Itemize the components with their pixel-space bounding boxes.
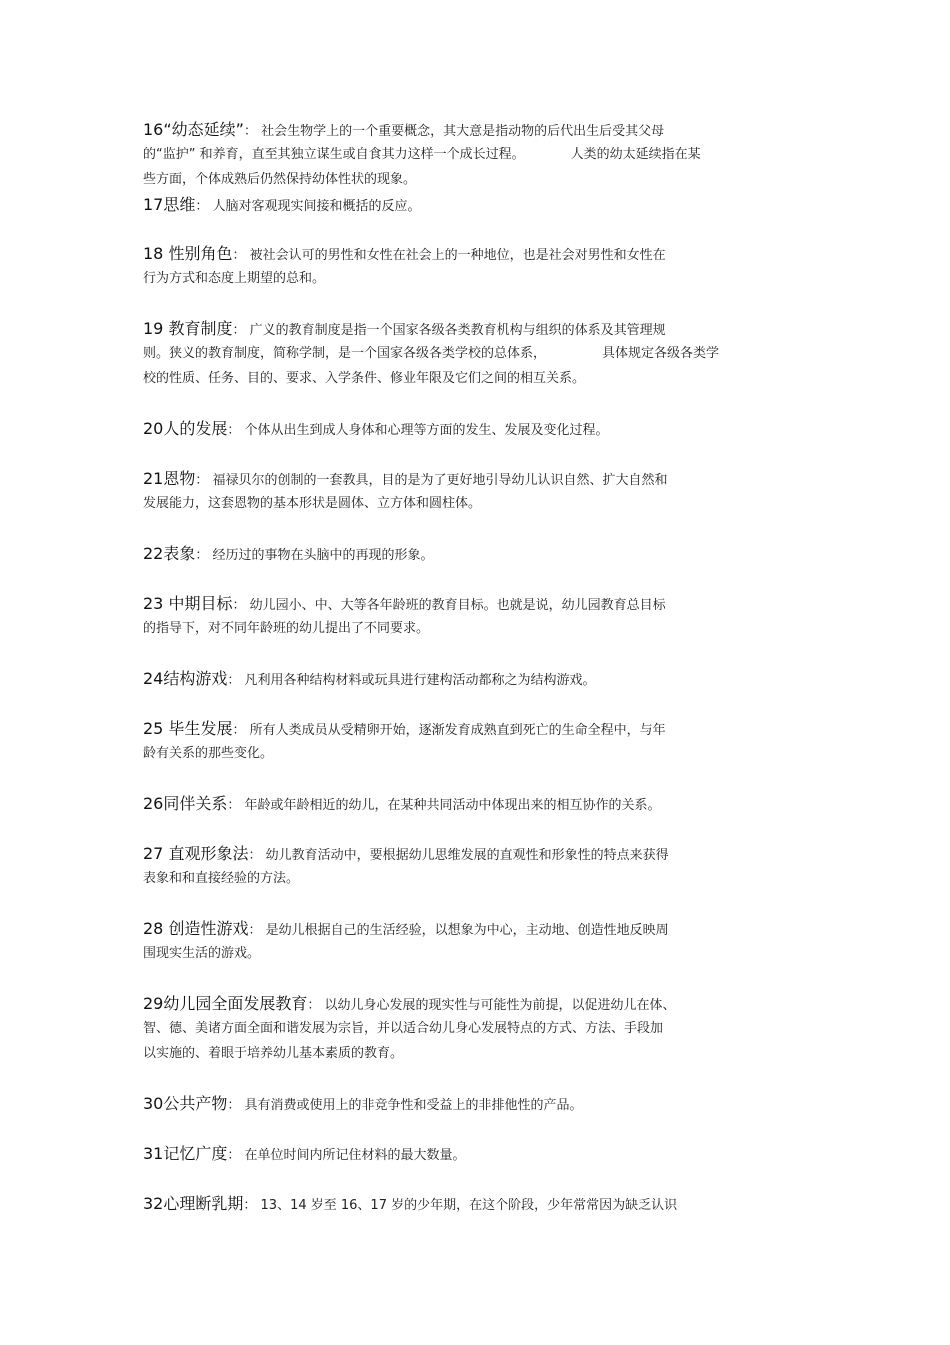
entry-term: 28 创造性游戏 [143, 919, 249, 938]
entry-definition: 年龄或年龄相近的幼儿，在某种共同活动中体现出来的相互协作的关系。 [244, 798, 661, 813]
entry-27 [143, 841, 793, 891]
entry-separator: ： [243, 124, 257, 139]
entry-separator: ： [243, 1198, 257, 1213]
entry-definition: 在单位时间内所记住材料的最大数量。 [244, 1148, 466, 1163]
entry-separator: ： [232, 323, 246, 338]
entry-definition: 被社会认可的男性和女性在社会上的一种地位，也是社会对男性和女性在 [249, 248, 666, 263]
entry-separator: ： [248, 848, 262, 863]
entry-definition: 校的性质、任务、目的、要求、入学条件、修业年限及它们之间的相互关系。 [143, 371, 586, 386]
entry-definition: 13、14 岁至 16、17 岁的少年期，在这个阶段，少年常常因为缺乏认识 [260, 1198, 678, 1213]
entry-29 [143, 991, 793, 1066]
entry-22 [143, 541, 793, 566]
entry-definition: 人脑对客观现实间接和概括的反应。 [212, 199, 421, 214]
entry-definition: 所有人类成员从受精卵开始，逐渐发育成熟直到死亡的生命全程中，与年 [249, 723, 666, 738]
entry-17 [143, 192, 793, 217]
entry-25 [143, 716, 793, 766]
entry-18 [143, 241, 793, 291]
entry-definition: 广义的教育制度是指一个国家各级各类教育机构与组织的体系及其管理规 [249, 323, 666, 338]
entry-definition: 发展能力，这套恩物的基本形状是圆体、立方体和圆柱体。 [143, 496, 482, 511]
entry-definition: 个体从出生到成人身体和心理等方面的发生、发展及变化过程。 [244, 423, 609, 438]
entry-21 [143, 466, 793, 516]
entry-separator: ： [227, 1148, 241, 1163]
entry-separator: ： [195, 548, 209, 563]
entry-32 [143, 1191, 793, 1216]
entry-definition: 些方面，个体成熟后仍然保持幼体性状的现象。 [143, 172, 417, 187]
entry-definition: 行为方式和态度上期望的总和。 [143, 271, 326, 286]
entry-definition: 具体规定各级各类学 [602, 346, 720, 361]
entry-26 [143, 791, 793, 816]
entry-term: 18 性别角色 [143, 244, 233, 263]
entry-definition: 经历过的事物在头脑中的再现的形象。 [212, 548, 434, 563]
entry-definition: 人类的幼太延续指在某 [570, 147, 701, 162]
entry-separator: ： [227, 798, 241, 813]
entry-term: 31记忆广度 [143, 1144, 228, 1163]
entry-term: 17思维 [143, 195, 196, 214]
entry-20 [143, 416, 793, 441]
entry-definition: 的“监护” 和养育，直至其独立谋生或自食其力这样一个成长过程。 [143, 147, 525, 162]
entry-definition: 幼儿教育活动中，要根据幼儿思维发展的直观性和形象性的特点来获得 [265, 848, 669, 863]
entry-separator: ： [232, 248, 246, 263]
entry-definition: 具有消费或使用上的非竞争性和受益上的非排他性的产品。 [244, 1098, 583, 1113]
entry-definition: 社会生物学上的一个重要概念，其大意是指动物的后代出生后受其父母 [261, 124, 665, 139]
entry-term: 22表象 [143, 544, 196, 563]
entry-term: 29幼儿园全面发展教育 [143, 994, 308, 1013]
entry-30 [143, 1091, 793, 1116]
entry-definition: 幼儿园小、中、大等各年龄班的教育目标。也就是说，幼儿园教育总目标 [249, 598, 666, 613]
entry-31 [143, 1141, 793, 1166]
entry-term: 30公共产物 [143, 1094, 228, 1113]
entry-separator: ： [227, 423, 241, 438]
entry-definition: 则。狭义的教育制度，简称学制，是一个国家各级各类学校的总体系， [143, 346, 547, 361]
entry-separator: ： [232, 723, 246, 738]
entry-definition: 龄有关系的那些变化。 [143, 746, 274, 761]
entry-definition: 凡利用各种结构材料或玩具进行建构活动都称之为结构游戏。 [244, 673, 596, 688]
entry-term: 27 直观形象法 [143, 844, 249, 863]
entry-term: 32心理断乳期 [143, 1194, 244, 1213]
entry-separator: ： [195, 473, 209, 488]
entry-23 [143, 591, 793, 641]
entry-separator: ： [232, 598, 246, 613]
entry-term: 19 教育制度 [143, 319, 233, 338]
entry-16 [143, 117, 793, 192]
entry-definition: 以幼儿身心发展的现实性与可能性为前提，以促进幼儿在体、 [324, 998, 676, 1013]
entry-term: 21恩物 [143, 469, 196, 488]
entry-19 [143, 316, 793, 391]
entry-definition: 的指导下，对不同年龄班的幼儿提出了不同要求。 [143, 621, 430, 636]
entry-separator: ： [227, 1098, 241, 1113]
entry-term: 26同伴关系 [143, 794, 228, 813]
entry-term: 25 毕生发展 [143, 719, 233, 738]
entry-definition: 围现实生活的游戏。 [143, 946, 261, 961]
entry-separator: ： [248, 923, 262, 938]
entry-term: 23 中期目标 [143, 594, 233, 613]
entry-definition: 福禄贝尔的创制的一套教具，目的是为了更好地引导幼儿认识自然、扩大自然和 [212, 473, 668, 488]
entry-28 [143, 916, 793, 966]
entry-definition: 是幼儿根据自己的生活经验，以想象为中心，主动地、创造性地反映周 [265, 923, 669, 938]
entry-separator: ： [195, 199, 209, 214]
entry-separator: ： [227, 673, 241, 688]
entry-definition: 智、德、美诸方面全面和谐发展为宗旨，并以适合幼儿身心发展特点的方式、方法、手段加 [143, 1021, 664, 1036]
entry-separator: ： [307, 998, 321, 1013]
entry-term: 16“幼态延续” [143, 120, 244, 139]
entry-term: 20人的发展 [143, 419, 228, 438]
entry-term: 24结构游戏 [143, 669, 228, 688]
entry-24 [143, 666, 793, 691]
entry-definition: 以实施的、着眼于培养幼儿基本素质的教育。 [143, 1046, 404, 1061]
entry-definition: 表象和和直接经验的方法。 [143, 871, 300, 886]
